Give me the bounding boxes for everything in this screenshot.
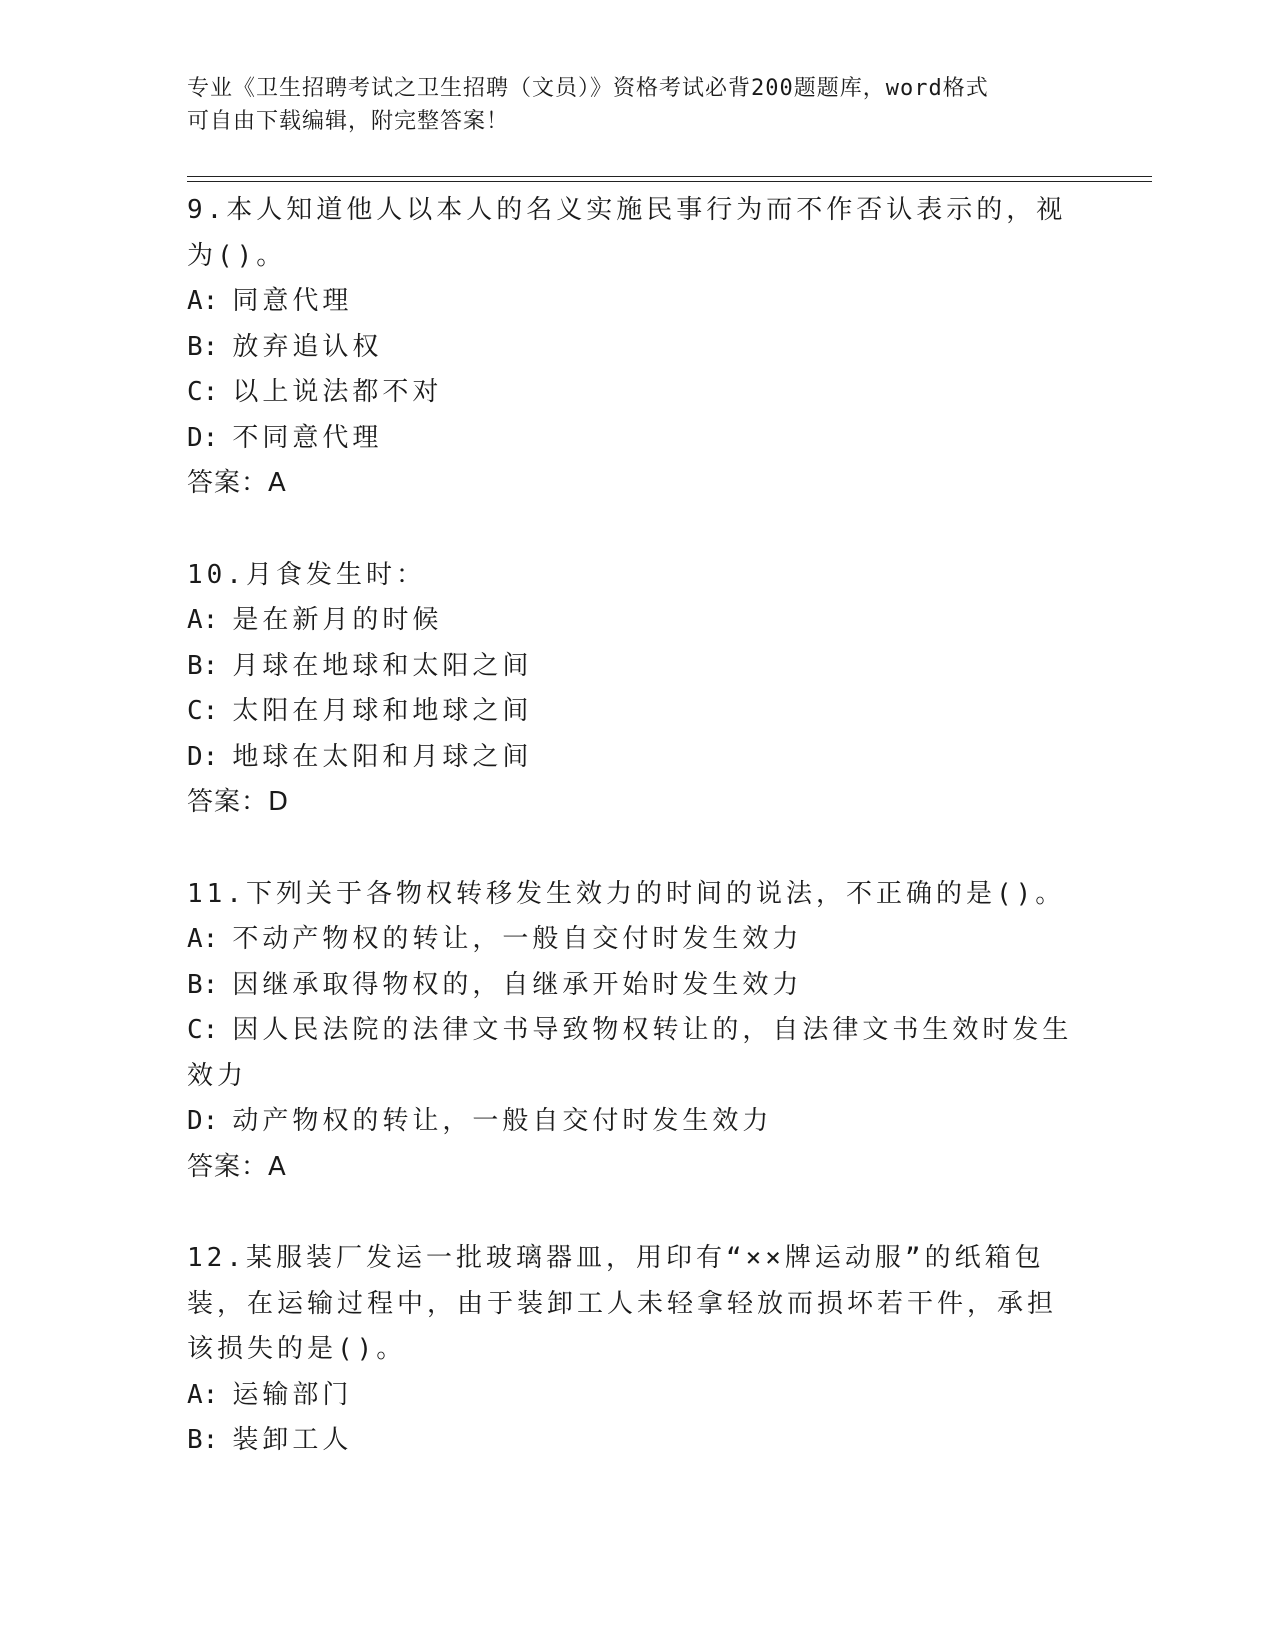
question-12 bbox=[187, 1236, 1087, 1464]
question-stem: 10.月食发生时： bbox=[187, 559, 426, 590]
option-letter: A: bbox=[187, 1379, 219, 1410]
option-a bbox=[187, 917, 1087, 963]
answer-line: 答案：D bbox=[187, 787, 290, 817]
option-letter: B: bbox=[187, 650, 219, 681]
header-divider-top bbox=[187, 176, 1152, 177]
option-letter: B: bbox=[187, 1425, 219, 1455]
option-text: 太阳在月球和地球之间 bbox=[232, 696, 533, 726]
option-a bbox=[187, 598, 1087, 644]
option-text: 因人民法院的法律文书导致物权转让的，自法律文书生效时发生效力 bbox=[187, 1015, 1073, 1091]
question-10 bbox=[187, 553, 1087, 826]
option-letter: B: bbox=[187, 969, 219, 1000]
option-text: 运输部门 bbox=[232, 1379, 353, 1410]
option-a bbox=[187, 1373, 1087, 1419]
option-letter: C: bbox=[187, 377, 219, 407]
option-d bbox=[187, 1099, 1087, 1145]
option-letter: D: bbox=[187, 741, 219, 772]
option-text: 同意代理 bbox=[232, 286, 353, 316]
option-letter: D: bbox=[187, 422, 219, 453]
option-text: 放弃追认权 bbox=[232, 331, 383, 362]
answer-line: 答案：A bbox=[187, 1151, 287, 1182]
option-d bbox=[187, 735, 1087, 781]
question-11 bbox=[187, 872, 1087, 1191]
option-text: 装卸工人 bbox=[232, 1425, 353, 1455]
option-letter: C: bbox=[187, 696, 219, 726]
question-stem: 9.本人知道他人以本人的名义实施民事行为而不作否认表示的，视为()。 bbox=[187, 195, 1067, 271]
option-c bbox=[187, 689, 1087, 735]
option-text: 因继承取得物权的，自继承开始时发生效力 bbox=[232, 969, 803, 1000]
option-c bbox=[187, 370, 1087, 416]
question-stem: 12.某服装厂发运一批玻璃器皿，用印有“××牌运动服”的纸箱包装，在运输过程中，由于装卸工人未轻拿轻放而损坏若干件，承担该损失的是()。 bbox=[187, 1243, 1058, 1364]
option-letter: B: bbox=[187, 331, 219, 362]
option-text: 不同意代理 bbox=[232, 422, 383, 453]
option-a bbox=[187, 279, 1087, 325]
option-b bbox=[187, 963, 1087, 1009]
option-d bbox=[187, 416, 1087, 462]
option-text: 动产物权的转让，一般自交付时发生效力 bbox=[232, 1106, 773, 1136]
option-letter: A: bbox=[187, 286, 219, 316]
question-9 bbox=[187, 188, 1087, 507]
option-b bbox=[187, 325, 1087, 371]
option-c bbox=[187, 1008, 1087, 1099]
header-line-2: 可自由下载编辑，附完整答案！ bbox=[187, 109, 510, 134]
option-text: 不动产物权的转让，一般自交付时发生效力 bbox=[232, 924, 803, 954]
option-letter: D: bbox=[187, 1106, 219, 1136]
option-b bbox=[187, 644, 1087, 690]
answer-line: 答案：A bbox=[187, 468, 287, 498]
option-letter: A: bbox=[187, 924, 219, 954]
option-b bbox=[187, 1418, 1087, 1464]
option-text: 地球在太阳和月球之间 bbox=[232, 741, 533, 772]
option-letter: A: bbox=[187, 605, 219, 635]
header-divider-bottom bbox=[187, 181, 1152, 182]
header-line-1: 专业《卫生招聘考试之卫生招聘（文员）》资格考试必背200题题库，word格式 bbox=[187, 76, 989, 101]
question-list bbox=[187, 188, 1087, 1510]
option-letter: C: bbox=[187, 1015, 219, 1045]
document-header bbox=[187, 72, 1087, 138]
option-text: 月球在地球和太阳之间 bbox=[232, 650, 533, 681]
option-text: 是在新月的时候 bbox=[232, 605, 443, 635]
question-stem: 11.下列关于各物权转移发生效力的时间的说法，不正确的是()。 bbox=[187, 878, 1066, 909]
option-text: 以上说法都不对 bbox=[232, 377, 443, 407]
